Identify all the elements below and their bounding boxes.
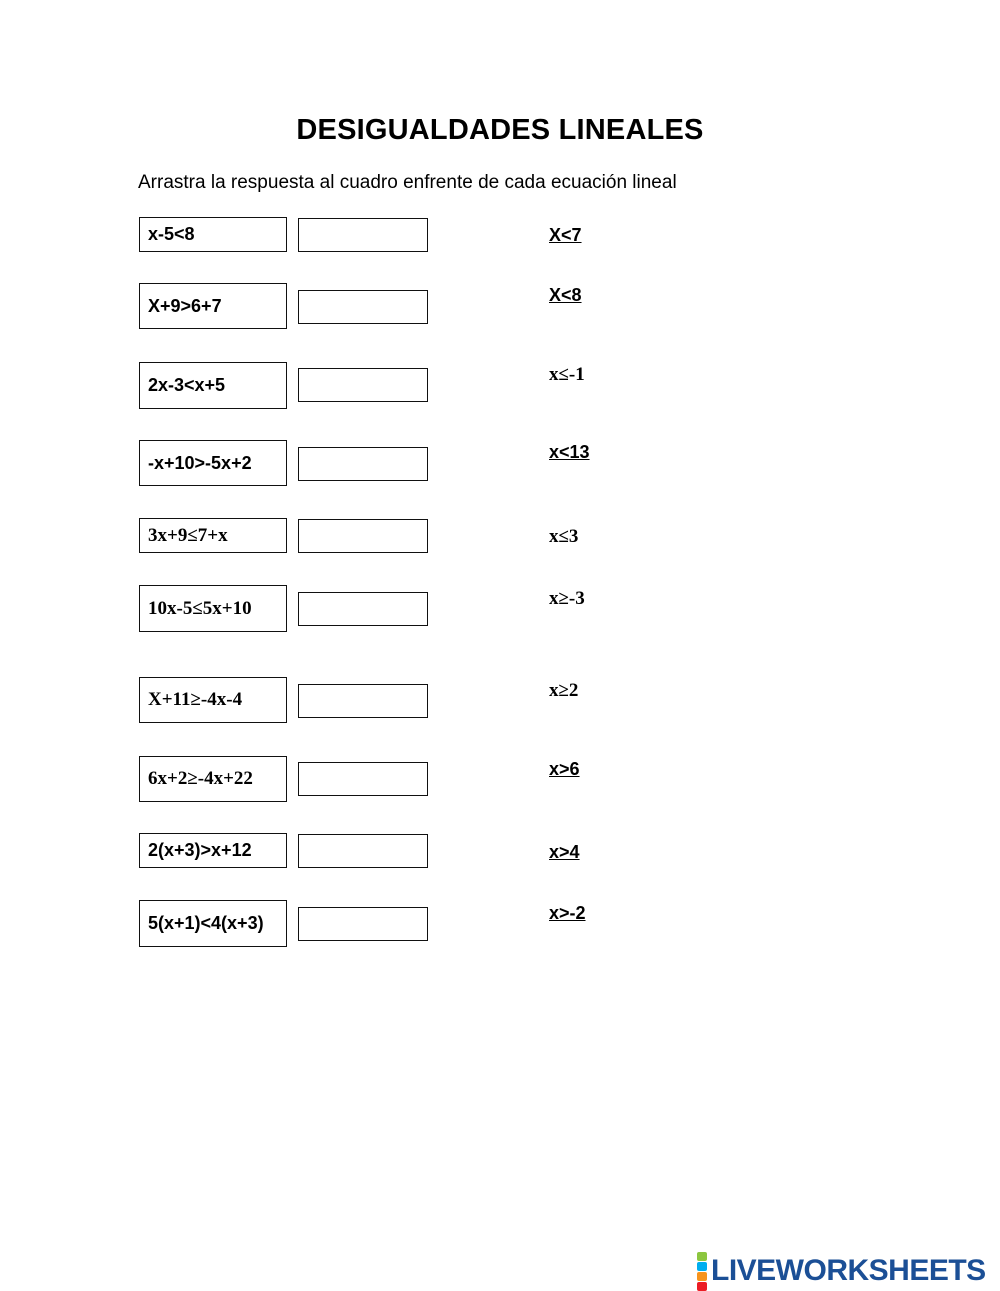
answer-option[interactable]: x<13 [549,442,590,462]
answer-drop-box-9[interactable] [298,834,428,868]
logo-text: LIVEWORKSHEETS [711,1254,986,1287]
answer-option[interactable]: x>4 [549,842,580,862]
inequality-box: x-5<8 [139,217,287,252]
answer-option[interactable]: x≤-1 [549,364,585,385]
answer-drop-box-6[interactable] [298,592,428,626]
inequality-box: 10x-5≤5x+10 [139,585,287,632]
answer-option[interactable]: x>6 [549,759,580,779]
answer-drop-box-4[interactable] [298,447,428,481]
answer-option[interactable]: x>-2 [549,903,586,923]
inequality-box: X+11≥-4x-4 [139,677,287,723]
logo-block [697,1252,707,1261]
inequality-box: -x+10>-5x+2 [139,440,287,486]
inequality-box: 2(x+3)>x+12 [139,833,287,868]
inequality-box: X+9>6+7 [139,283,287,329]
instructions-text: Arrastra la respuesta al cuadro enfrente de cada ecuación lineal [138,172,677,193]
answer-drop-box-7[interactable] [298,684,428,718]
answer-drop-box-3[interactable] [298,368,428,402]
logo-blocks-icon [697,1252,707,1291]
answer-drop-box-10[interactable] [298,907,428,941]
answer-option[interactable]: x≥2 [549,680,579,701]
answer-option[interactable]: x≤3 [549,526,579,547]
logo-block [697,1282,707,1291]
inequality-box: 5(x+1)<4(x+3) [139,900,287,947]
logo-block [697,1272,707,1281]
liveworksheets-logo [697,1254,986,1288]
answer-drop-box-8[interactable] [298,762,428,796]
logo-block [697,1262,707,1271]
answer-option[interactable]: x≥-3 [549,588,585,609]
inequality-box: 2x-3<x+5 [139,362,287,409]
answer-drop-box-1[interactable] [298,218,428,252]
answer-drop-box-5[interactable] [298,519,428,553]
inequality-box: 6x+2≥-4x+22 [139,756,287,802]
answer-option[interactable]: X<8 [549,285,582,305]
inequality-box: 3x+9≤7+x [139,518,287,553]
answer-drop-box-2[interactable] [298,290,428,324]
answer-option[interactable]: X<7 [549,225,582,245]
page-title: DESIGUALDADES LINEALES [296,114,704,146]
